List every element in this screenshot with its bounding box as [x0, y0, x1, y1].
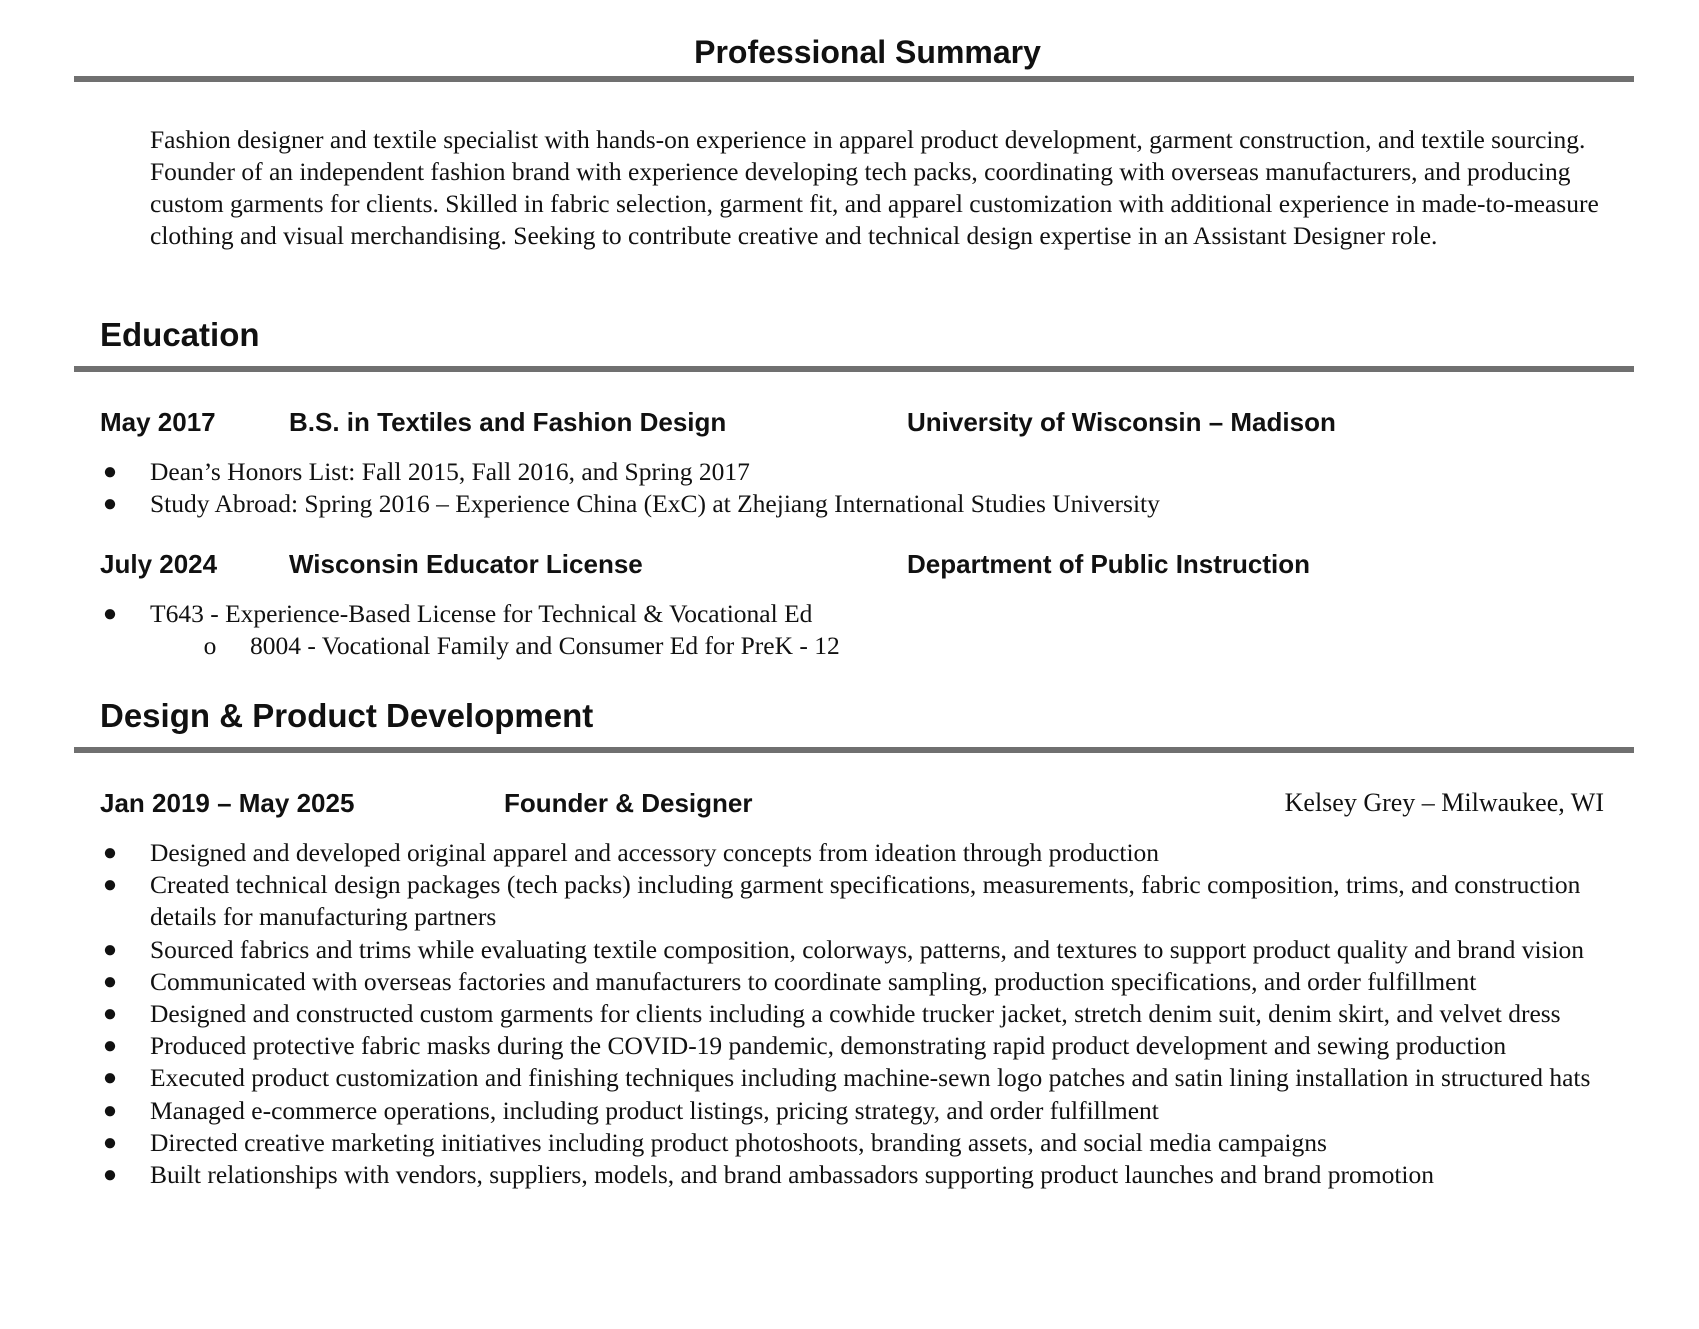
list-item: ● Sourced fabrics and trims while evaluating textile composition, colorways, patterns, and textures to support product quality and brand vision: [100, 934, 1640, 966]
bullet-icon: ●: [102, 459, 118, 485]
list-item: ● Dean’s Honors List: Fall 2015, Fall 2016, and Spring 2017: [100, 456, 1640, 488]
bullet-icon: ●: [102, 1129, 118, 1156]
summary-rule: [74, 76, 1634, 82]
list-item: ● Managed e-commerce operations, including product listings, pricing strategy, and order fulfillment: [100, 1095, 1640, 1127]
experience-heading: Design & Product Development: [100, 697, 594, 734]
list-item: ● Communicated with overseas factories and manufacturers to coordinate sampling, production specifications, and order fulfillment: [100, 966, 1640, 998]
bullet-icon: ●: [102, 1162, 118, 1189]
license-bullet-list: [100, 598, 1640, 662]
bullet-icon: ●: [102, 1097, 118, 1124]
education-bullet-list: [100, 456, 1640, 520]
education-credential: Wisconsin Educator License: [289, 549, 643, 579]
education-date: May 2017: [100, 407, 216, 437]
list-item: ● T643 - Experience-Based License for Technical & Vocational Ed: [100, 598, 1640, 630]
experience-company: Kelsey Grey – Milwaukee, WI: [1284, 788, 1604, 817]
education-institution: University of Wisconsin – Madison: [907, 407, 1336, 437]
list-item: ● Produced protective fabric masks during the COVID-19 pandemic, demonstrating rapid product development and sewing production: [100, 1030, 1640, 1062]
sub-bullet-icon: o: [203, 631, 217, 661]
list-item: ● Study Abroad: Spring 2016 – Experience China (ExC) at Zhejiang International Studies University: [100, 488, 1640, 520]
experience-bullet-list: [100, 837, 1640, 1191]
list-item: ● Created technical design packages (tech packs) including garment specifications, measurements, fabric composition, trims, and construction details for manufacturing partners: [100, 869, 1640, 933]
list-item: o 8004 - Vocational Family and Consumer Ed for PreK - 12: [100, 630, 1640, 662]
bullet-icon: ●: [102, 840, 118, 866]
education-institution: Department of Public Instruction: [907, 549, 1311, 579]
list-item: ● Directed creative marketing initiatives including product photoshoots, branding assets, and social media campaigns: [100, 1127, 1640, 1159]
education-date: July 2024: [100, 549, 218, 579]
bullet-icon: ●: [102, 968, 118, 995]
bullet-icon: ●: [102, 1065, 118, 1092]
bullet-icon: ●: [102, 601, 118, 627]
experience-rule: [74, 747, 1634, 753]
list-item: ● Built relationships with vendors, suppliers, models, and brand ambassadors supporting product launches and brand promotion: [100, 1159, 1640, 1191]
education-rule: [74, 366, 1634, 372]
bullet-icon: ●: [102, 1033, 118, 1060]
summary-heading: Professional Summary: [694, 34, 1041, 70]
summary-paragraph: Fashion designer and textile specialist with hands-on experience in apparel product development, garment construction, and textile sourcing. Founder of an independent fashion brand with experience developing tech packs, coordinating with overseas manufacturers, and producing custom garments for clients. Skilled in fabric selection, garment fit, and apparel customization with additional experience in made-to-measure clothing and visual merchandising. Seeking to contribute creative and technical design expertise in an Assistant Designer role.: [150, 125, 1599, 250]
bullet-icon: ●: [102, 1001, 118, 1028]
list-item: ● Designed and developed original apparel and accessory concepts from ideation through production: [100, 837, 1640, 869]
bullet-icon: ●: [102, 936, 118, 963]
experience-dates: Jan 2019 – May 2025: [100, 788, 355, 818]
experience-role: Founder & Designer: [504, 788, 753, 818]
list-item: ● Executed product customization and finishing techniques including machine-sewn logo patches and satin lining installation in structured hats: [100, 1062, 1640, 1094]
education-credential: B.S. in Textiles and Fashion Design: [289, 407, 727, 437]
bullet-icon: ●: [102, 872, 118, 899]
list-item: ● Designed and constructed custom garments for clients including a cowhide trucker jacket, stretch denim suit, denim skirt, and velvet dress: [100, 998, 1640, 1030]
bullet-icon: ●: [102, 491, 118, 518]
education-heading: Education: [100, 316, 260, 353]
